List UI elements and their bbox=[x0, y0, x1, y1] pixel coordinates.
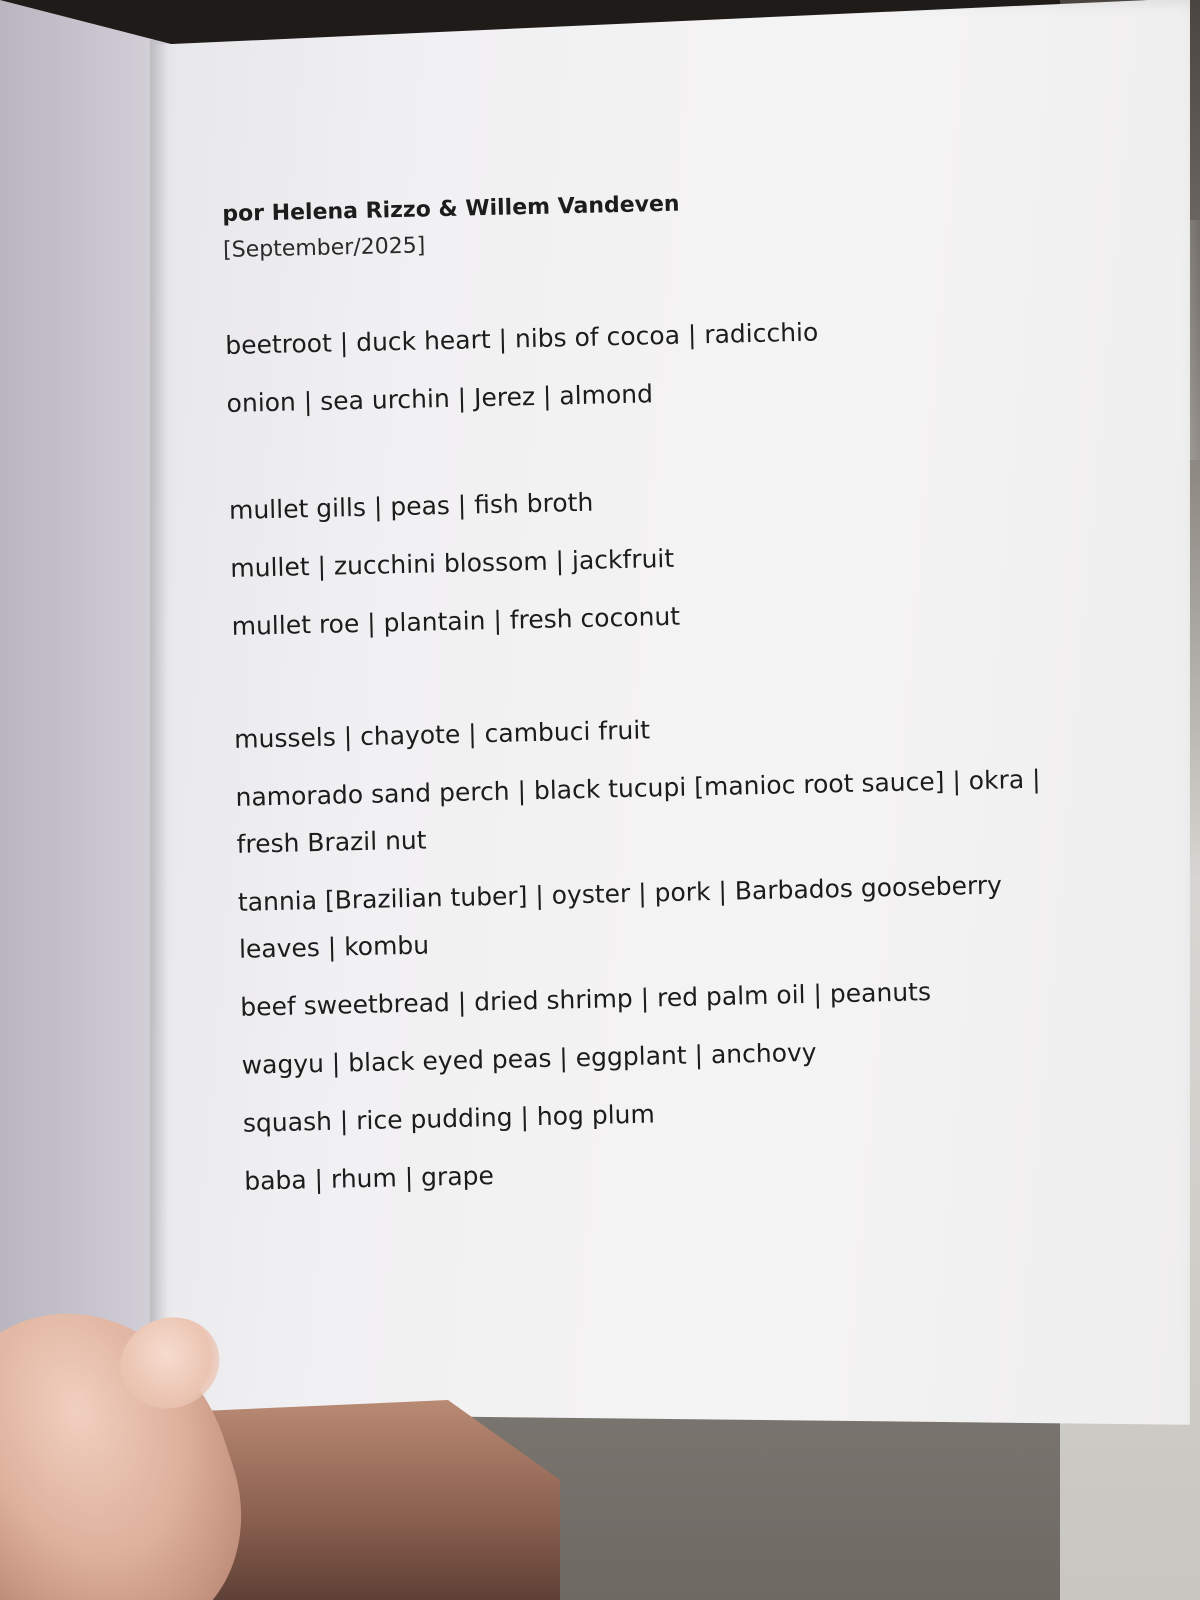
course-item: mullet | zucchini blossom | jackfruit bbox=[230, 543, 675, 583]
course-item: squash | rice pudding | hog plum bbox=[242, 1099, 656, 1138]
course-item: mussels | chayote | cambuci fruit bbox=[233, 715, 651, 754]
menu-content bbox=[222, 181, 1065, 1215]
course-item: mullet roe | plantain | fresh coconut bbox=[231, 601, 681, 641]
course-item: tannia [Brazilian tuber] | oyster | pork | Barbados gooseberry leaves | kombu bbox=[237, 870, 1003, 964]
menu-date: [September/2025] bbox=[222, 233, 426, 263]
menu-authors: por Helena Rizzo & Willem Vandeven bbox=[222, 191, 680, 227]
course-group-2 bbox=[229, 468, 1052, 650]
course-group-1 bbox=[225, 303, 1047, 427]
course-item: wagyu | black eyed peas | eggplant | anchovy bbox=[241, 1037, 817, 1080]
course-item: namorado sand perch | black tucupi [manioc root sauce] | okra | fresh Brazil nut bbox=[235, 764, 1041, 859]
folded-left-page bbox=[0, 0, 175, 1470]
course-item: beef sweetbread | dried shrimp | red palm oil | peanuts bbox=[239, 977, 932, 1022]
course-item: beetroot | duck heart | nibs of cocoa | radicchio bbox=[224, 317, 819, 360]
course-group-3 bbox=[234, 697, 1065, 1204]
course-item: baba | rhum | grape bbox=[243, 1161, 495, 1196]
fold-shadow bbox=[150, 40, 168, 1440]
course-item: mullet gills | peas | fish broth bbox=[228, 487, 594, 525]
course-item: onion | sea urchin | Jerez | almond bbox=[226, 379, 654, 418]
